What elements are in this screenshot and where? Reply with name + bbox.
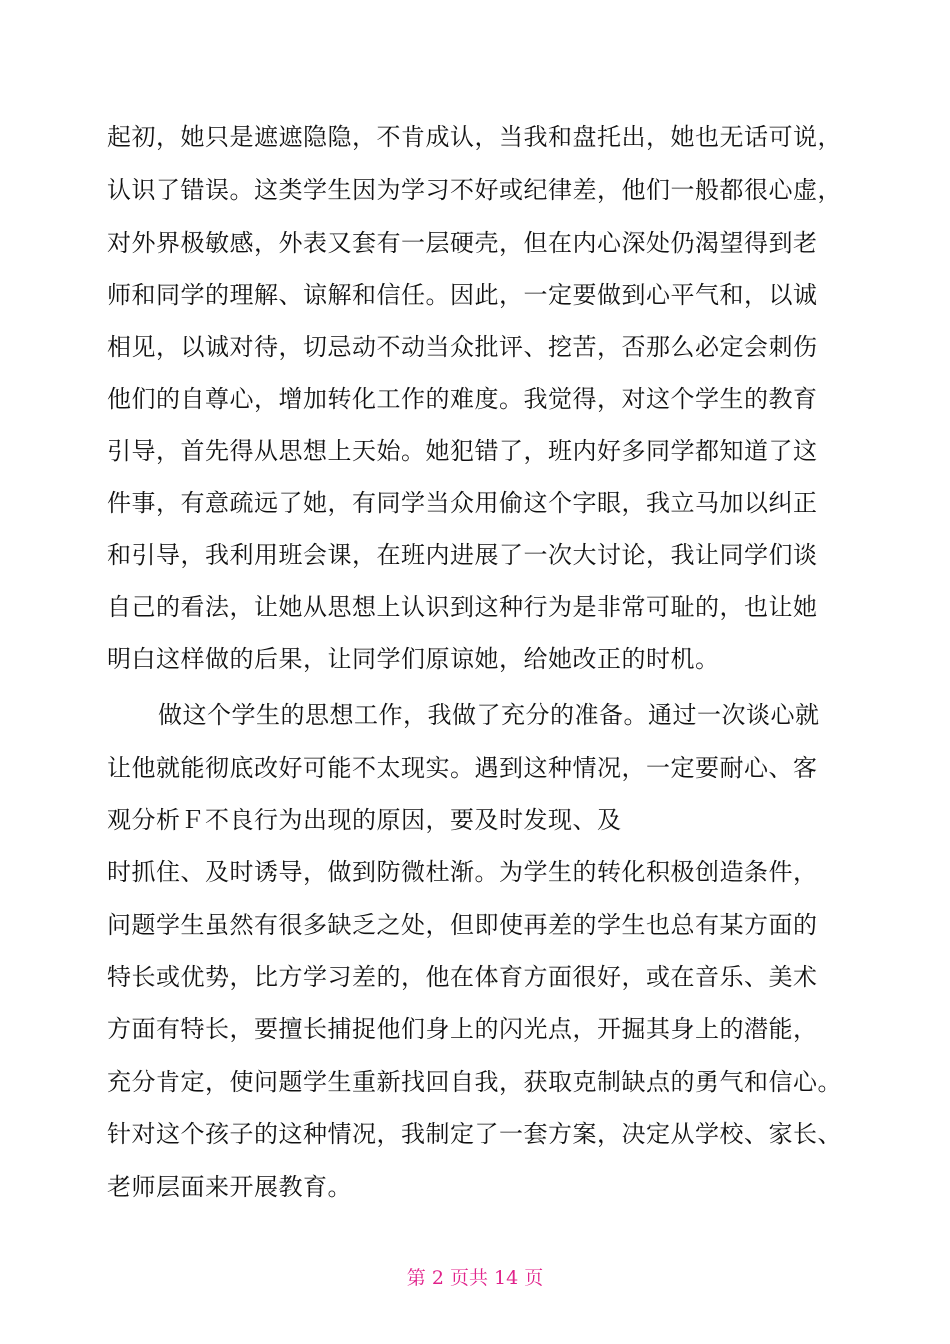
text-line: 自己的看法，让她从思想上认识到这种行为是非常可耻的，也让她 bbox=[107, 593, 818, 621]
text-line: 相见，以诚对待，切忌动不动当众批评、挖苦，否那么必定会刺伤 bbox=[107, 333, 818, 361]
text-line: 让他就能彻底改好可能不太现实。遇到这种情况，一定要耐心、客 bbox=[107, 754, 818, 782]
text-line: 起初，她只是遮遮隐隐，不肯成认，当我和盘托出，她也无话可说， bbox=[107, 123, 842, 151]
paragraph-start-line: 做这个学生的思想工作，我做了充分的准备。通过一次谈心就 bbox=[158, 701, 820, 729]
text-line: 充分肯定，使问题学生重新找回自我，获取克制缺点的勇气和信心。 bbox=[107, 1068, 842, 1096]
text-line: 他们的自尊心，增加转化工作的难度。我觉得，对这个学生的教育 bbox=[107, 385, 818, 413]
text-line: 引导，首先得从思想上天始。她犯错了，班内好多同学都知道了这 bbox=[107, 437, 818, 465]
text-line: 观分析Ｆ不良行为出现的原因，要及时发现、及 bbox=[107, 806, 622, 834]
text-line: 认识了错误。这类学生因为学习不好或纪律差，他们一般都很心虚， bbox=[107, 176, 842, 204]
text-line: 和引导，我利用班会课，在班内进展了一次大讨论，我让同学们谈 bbox=[107, 541, 818, 569]
text-line: 问题学生虽然有很多缺乏之处，但即使再差的学生也总有某方面的 bbox=[107, 911, 818, 939]
text-line: 师和同学的理解、谅解和信任。因此，一定要做到心平气和，以诚 bbox=[107, 281, 818, 309]
text-line: 针对这个孩子的这种情况，我制定了一套方案，决定从学校、家长、 bbox=[107, 1120, 842, 1148]
text-line: 明白这样做的后果，让同学们原谅她，给她改正的时机。 bbox=[107, 645, 720, 673]
text-line: 对外界极敏感，外表又套有一层硬壳，但在内心深处仍渴望得到老 bbox=[107, 229, 818, 257]
page-footer: 第 2 页共 14 页 bbox=[406, 1267, 544, 1289]
text-line: 时抓住、及时诱导，做到防微杜渐。为学生的转化积极创造条件， bbox=[107, 858, 818, 886]
text-line: 特长或优势，比方学习差的，他在体育方面很好，或在音乐、美术 bbox=[107, 963, 818, 991]
text-line: 老师层面来开展教育。 bbox=[107, 1173, 352, 1201]
text-line: 件事，有意疏远了她，有同学当众用偷这个字眼，我立马加以纠正 bbox=[107, 489, 818, 517]
text-line: 方面有特长，要擅长捕捉他们身上的闪光点，开掘其身上的潜能， bbox=[107, 1015, 818, 1043]
